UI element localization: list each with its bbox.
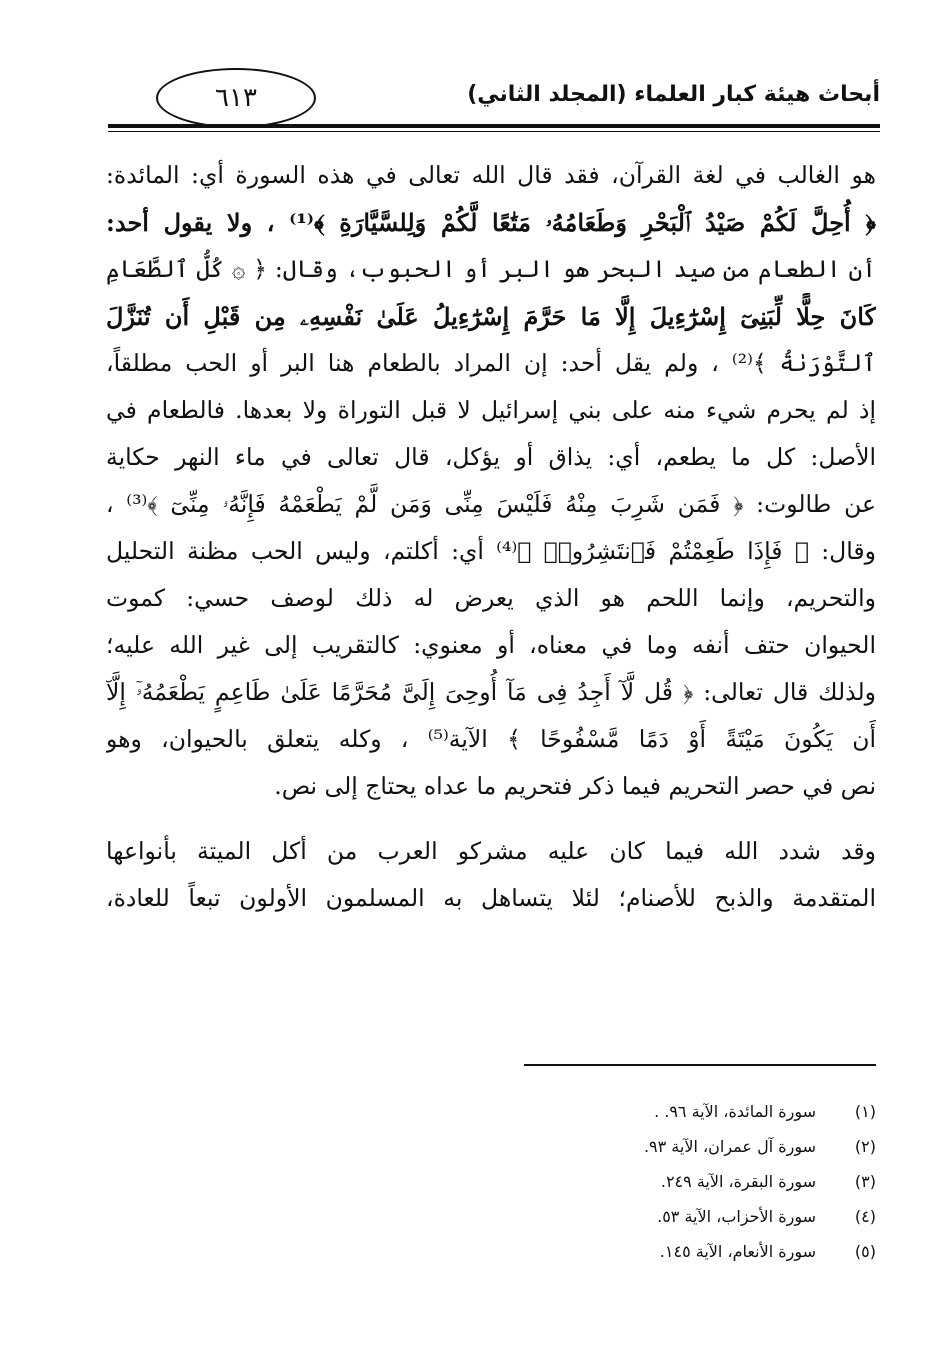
text-line: وقال: ﴿ فَإِذَا طَعِمْتُمْ فَٱنتَشِرُوا۟ ﴾⁽⁴⁾ أي: أكلتم، وليس الحب مظنة التحليل — [106, 537, 876, 565]
paragraph2-line: المتقدمة والذبح للأصنام؛ لئلا يتساهل به المسلمون الأولون تبعاً للعادة، — [106, 884, 876, 912]
footnote-number: (١) — [854, 1102, 876, 1121]
text-line: ولذلك قال تعالى: ﴿ قُل لَّآ أَجِدُ فِى مَآ أُوحِىَ إِلَىَّ مُحَرَّمًا عَلَىٰ طَاعِمٍ يَطْعَمُهُۥٓ إِلَّآ — [106, 678, 876, 706]
running-title: أبحاث هيئة كبار العلماء (المجلد الثاني) — [467, 82, 880, 107]
page-header — [108, 66, 880, 136]
footnote-item — [376, 1094, 876, 1129]
text-line: الحيوان حتف أنفه وما في معناه، أو معنوي: كالتقريب إلى غير الله عليه؛ — [106, 631, 876, 659]
paragraph-gap — [106, 810, 876, 828]
text-line: أَن يَكُونَ مَيْتَةً أَوْ دَمًا مَّسْفُوحًا ﴾ الآية⁽⁵⁾ ، وكله يتعلق بالحيوان، وهو — [106, 725, 876, 753]
text-line: والتحريم، وإنما اللحم هو الذي يعرض له ذلك لوصف حسي: كموت — [106, 584, 876, 612]
text-line: أن الطعام من صيد البحر هو البر أو الحبوب، وقال: ﴿ ۞ كُلُّ ٱلطَّعَامِ — [106, 255, 876, 283]
footnote-text: سورة آل عمران، الآية ٩٣. — [643, 1137, 816, 1156]
footnote-item — [376, 1129, 876, 1164]
footnote-number: (٣) — [854, 1172, 876, 1191]
text-line: عن طالوت: ﴿ فَمَن شَرِبَ مِنْهُ فَلَيْسَ مِنِّى وَمَن لَّمْ يَطْعَمْهُ فَإِنَّهُۥ مِنِّىٓ ﴾⁽³⁾ ، — [106, 490, 876, 518]
footnote-text: سورة الأنعام، الآية ١٤٥. — [659, 1242, 816, 1261]
text-line: نص في حصر التحريم فيما ذكر فتحريم ما عداه يحتاج إلى نص. — [274, 772, 876, 800]
text-line: ٱلتَّوْرَىٰةُ ﴾⁽²⁾ ، ولم يقل أحد: إن المراد بالطعام هنا البر أو الحب مطلقاً، — [106, 349, 876, 377]
quran-verse-line: ﴿ أُحِلَّ لَكُمْ صَيْدُ ٱلْبَحْرِ وَطَعَامُهُۥ مَتَٰعًا لَّكُمْ وَلِلسَّيَّارَةِ ﴾⁽¹⁾ ، ولا يقول أحد: — [106, 208, 876, 237]
footnote-item — [376, 1234, 876, 1269]
text-line: الأصل: كل ما يطعم، أي: يذاق أو يؤكل، قال تعالى في ماء النهر حكاية — [106, 443, 876, 471]
quran-verse-line: كَانَ حِلًّا لِّبَنِىٓ إِسْرَٰٓءِيلَ إِلَّا مَا حَرَّمَ إِسْرَٰٓءِيلُ عَلَىٰ نَفْسِهِۦ مِن قَبْلِ أَن تُنَزَّلَ — [106, 302, 876, 331]
footnote-text: سورة المائدة، الآية ٩٦. . — [654, 1102, 816, 1121]
footnote-number: (٥) — [854, 1242, 876, 1261]
footnote-number: (٢) — [854, 1137, 876, 1156]
text-line: هو الغالب في لغة القرآن، فقد قال الله تعالى في هذه السورة أي: المائدة: — [106, 161, 876, 189]
header-rule-thin — [108, 131, 880, 132]
body-text — [106, 152, 876, 922]
header-rule — [108, 124, 880, 128]
page-number-oval — [156, 68, 316, 128]
page-number: ٦١٣ — [215, 83, 257, 113]
footnote-item — [376, 1199, 876, 1234]
footnote-separator — [524, 1064, 876, 1066]
text-line: إذ لم يحرم شيء منه على بني إسرائيل لا قبل التوراة ولا بعدها. فالطعام في — [106, 396, 876, 424]
footnotes — [376, 1094, 876, 1269]
footnote-number: (٤) — [854, 1207, 876, 1226]
footnote-text: سورة البقرة، الآية ٢٤٩. — [660, 1172, 816, 1191]
paragraph2-line: وقد شدد الله فيما كان عليه مشركو العرب من أكل الميتة بأنواعها — [106, 837, 876, 865]
footnote-text: سورة الأحزاب، الآية ٥٣. — [657, 1207, 816, 1226]
footnote-item — [376, 1164, 876, 1199]
